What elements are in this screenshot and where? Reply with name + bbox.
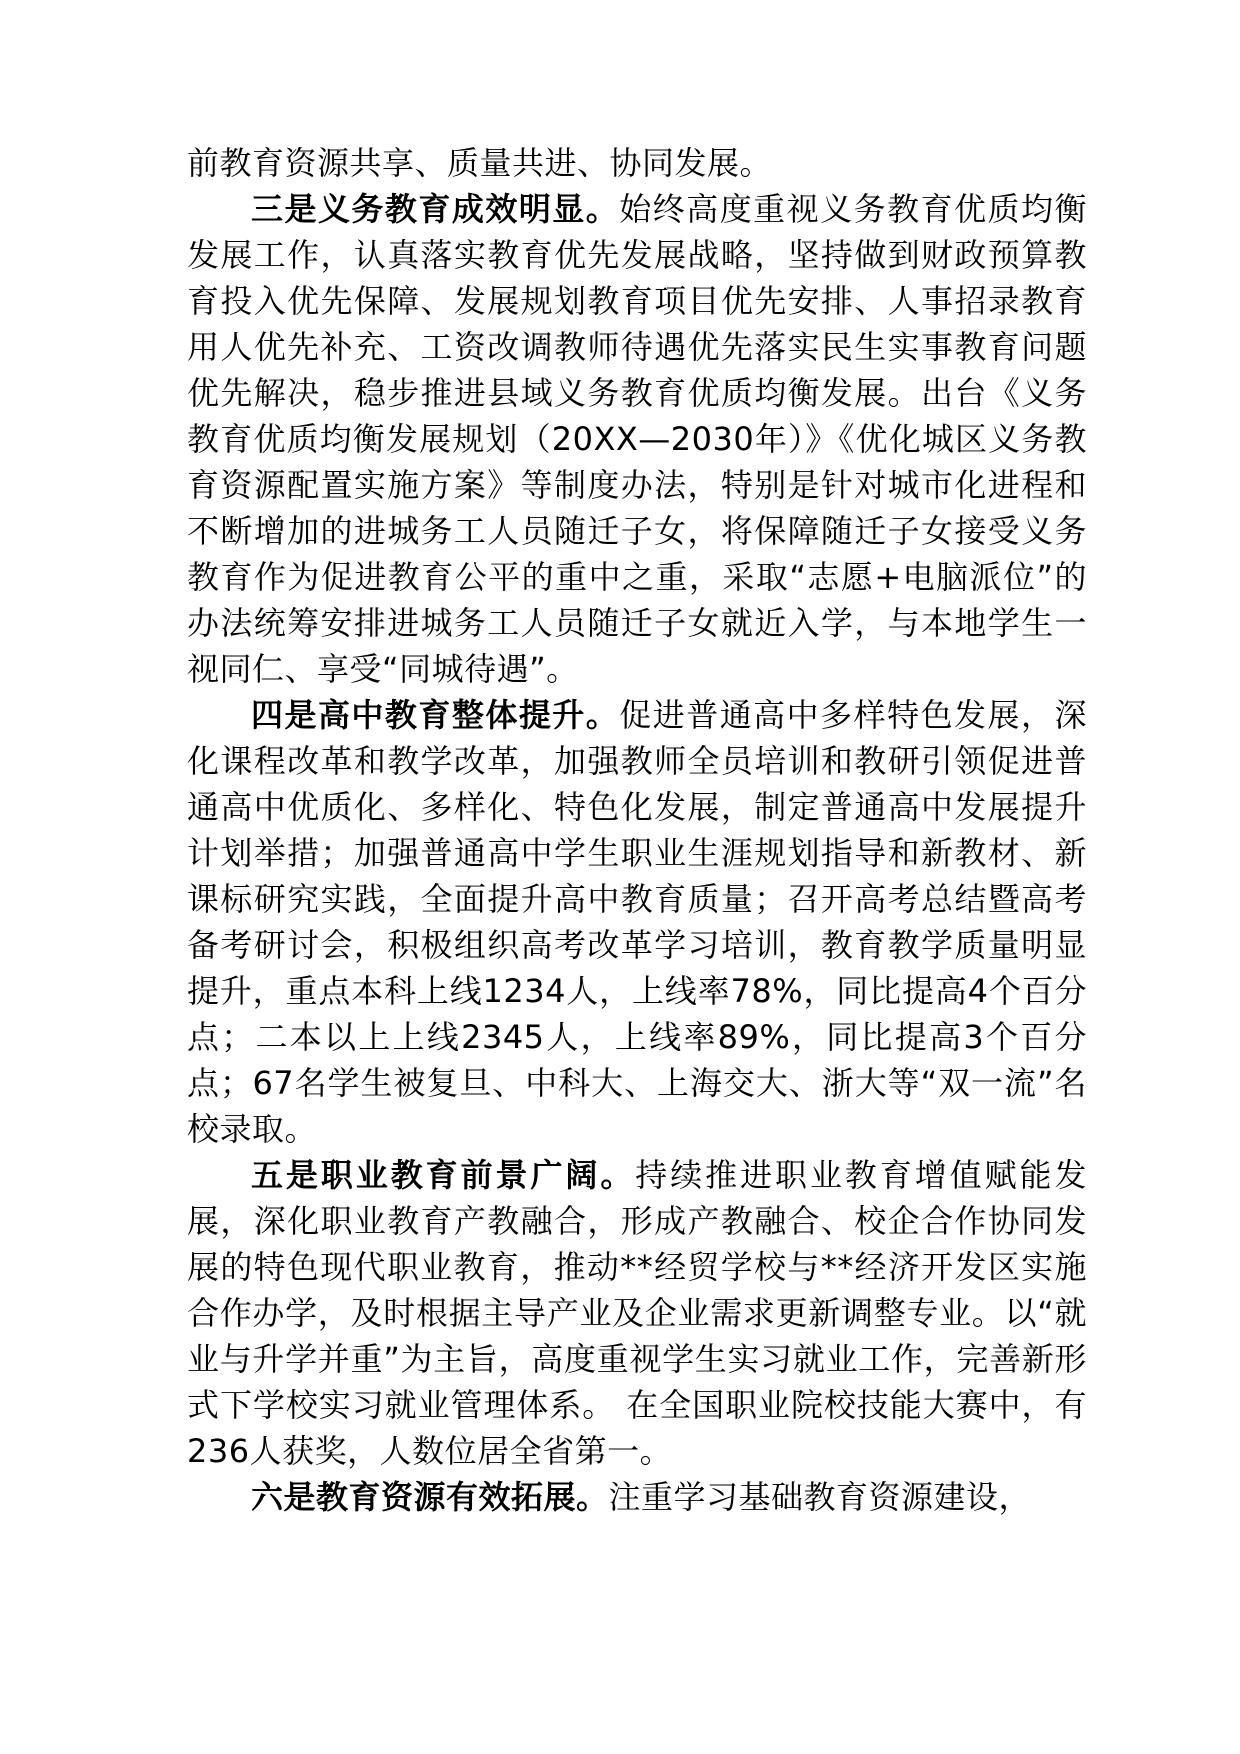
paragraph-heading: 四是高中教育整体提升。 <box>251 696 620 734</box>
paragraph-vocational-education <box>187 1152 1087 1474</box>
continuation-paragraph: 前教育资源共享、质量共进、协同发展。 <box>187 144 773 182</box>
paragraph-high-school-education <box>187 692 1087 1152</box>
paragraph-text: 始终高度重视义务教育优质均衡发展工作，认真落实教育优先发展战略，坚持做到财政预算教育投入优先保障、发展规划教育项目优先安排、人事招录教育用人优先补充、工资改调教师待遇优先落实民生实事教育问题优先解决，稳步推进县域义务教育优质均衡发展。出台《义务教育优质均衡发展规划（20XX—2030年）》《优化城区义务教育资源配置实施方案》等制度办法，特别是针对城市化进程和不断增加的进城务工人员随迁子女，将保障随迁子女接受义务教育作为促进教育公平的重中之重，采取“志愿+电脑派位”的办法统筹安排进城务工人员随迁子女就近入学，与本地学生一视同仁、享受“同城待遇”。 <box>187 190 1087 688</box>
paragraph-text: 促进普通高中多样特色发展，深化课程改革和教学改革，加强教师全员培训和教研引领促进普通高中优质化、多样化、特色化发展，制定普通高中发展提升计划举措；加强普通高中学生职业生涯规划指导和新教材、新课标研究实践，全面提升高中教育质量；召开高考总结暨高考备考研讨会，积极组织高考改革学习培训，教育教学质量明显提升，重点本科上线1234人，上线率78%，同比提高4个百分点；二本以上上线2345人，上线率89%，同比提高3个百分点；67名学生被复旦、中科大、上海交大、浙大等“双一流”名校录取。 <box>187 696 1087 1148</box>
paragraph-heading: 六是教育资源有效拓展。 <box>251 1478 609 1516</box>
paragraph-heading: 五是职业教育前景广阔。 <box>251 1156 636 1194</box>
paragraph-education-resources <box>187 1474 1087 1520</box>
document-body <box>187 140 1087 1520</box>
paragraph-text: 注重学习基础教育资源建设， <box>608 1478 1032 1516</box>
paragraph-compulsory-education <box>187 186 1087 692</box>
paragraph-heading: 三是义务教育成效明显。 <box>251 190 620 228</box>
paragraph-text: 持续推进职业教育增值赋能发展，深化职业教育产教融合，形成产教融合、校企合作协同发展的特色现代职业教育，推动**经贸学校与**经济开发区实施合作办学，及时根据主导产业及企业需求更新调整专业。以“就业与升学并重”为主旨，高度重视学生实习就业工作，完善新形式下学校实习就业管理体系。 在全国职业院校技能大赛中，有236人获奖，人数位居全省第一。 <box>187 1156 1087 1470</box>
